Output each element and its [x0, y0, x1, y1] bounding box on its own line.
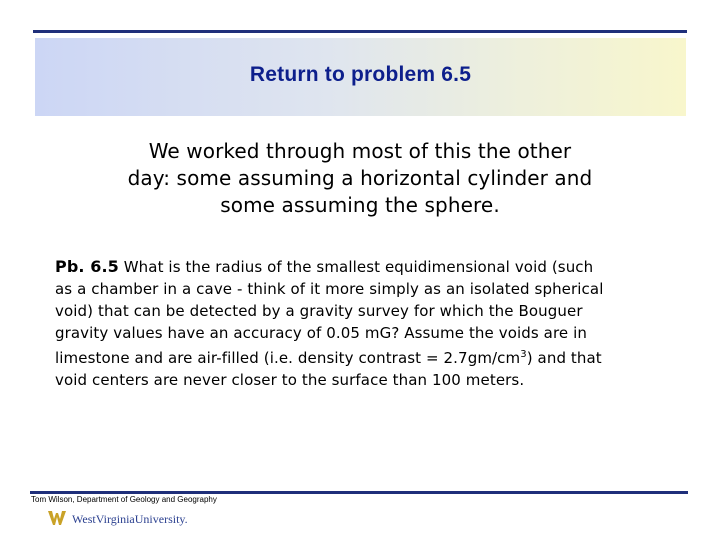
top-divider: [33, 30, 687, 33]
logo-text: WestVirginiaUniversity.: [72, 511, 188, 526]
problem-line: as a chamber in a cave - think of it more simply as an isolated spherical: [55, 280, 604, 298]
bottom-divider: [30, 491, 688, 494]
slide-title: Return to problem 6.5: [249, 63, 472, 86]
wv-logo-icon: [48, 510, 68, 529]
intro-line: We worked through most of this the other: [148, 139, 572, 163]
problem-text: What is the radius of the smallest equidimensional void (such: [123, 258, 594, 276]
problem-line: [55, 344, 665, 369]
university-logo: [48, 508, 188, 530]
intro-line: day: some assuming a horizontal cylinder and: [127, 166, 593, 190]
problem-line: void) that can be detected by a gravity survey for which the Bouguer: [55, 302, 583, 320]
title-banner: [35, 38, 686, 116]
problem-line: gravity values have an accuracy of 0.05 mG? Assume the voids are in: [55, 324, 587, 342]
intro-line: some assuming the sphere.: [220, 193, 500, 217]
problem-text: limestone and are air-filled (i.e. density contrast = 2.7gm/cm: [55, 349, 521, 367]
problem-line: void centers are never closer to the surface than 100 meters.: [55, 371, 525, 389]
footer-credit: Tom Wilson, Department of Geology and Geography: [31, 495, 217, 504]
problem-number: Pb. 6.5: [55, 257, 119, 276]
problem-line: [55, 256, 665, 278]
superscript: 3: [520, 349, 527, 360]
problem-statement: [55, 256, 665, 391]
problem-text: ) and that: [526, 349, 602, 367]
intro-text: [70, 138, 650, 219]
